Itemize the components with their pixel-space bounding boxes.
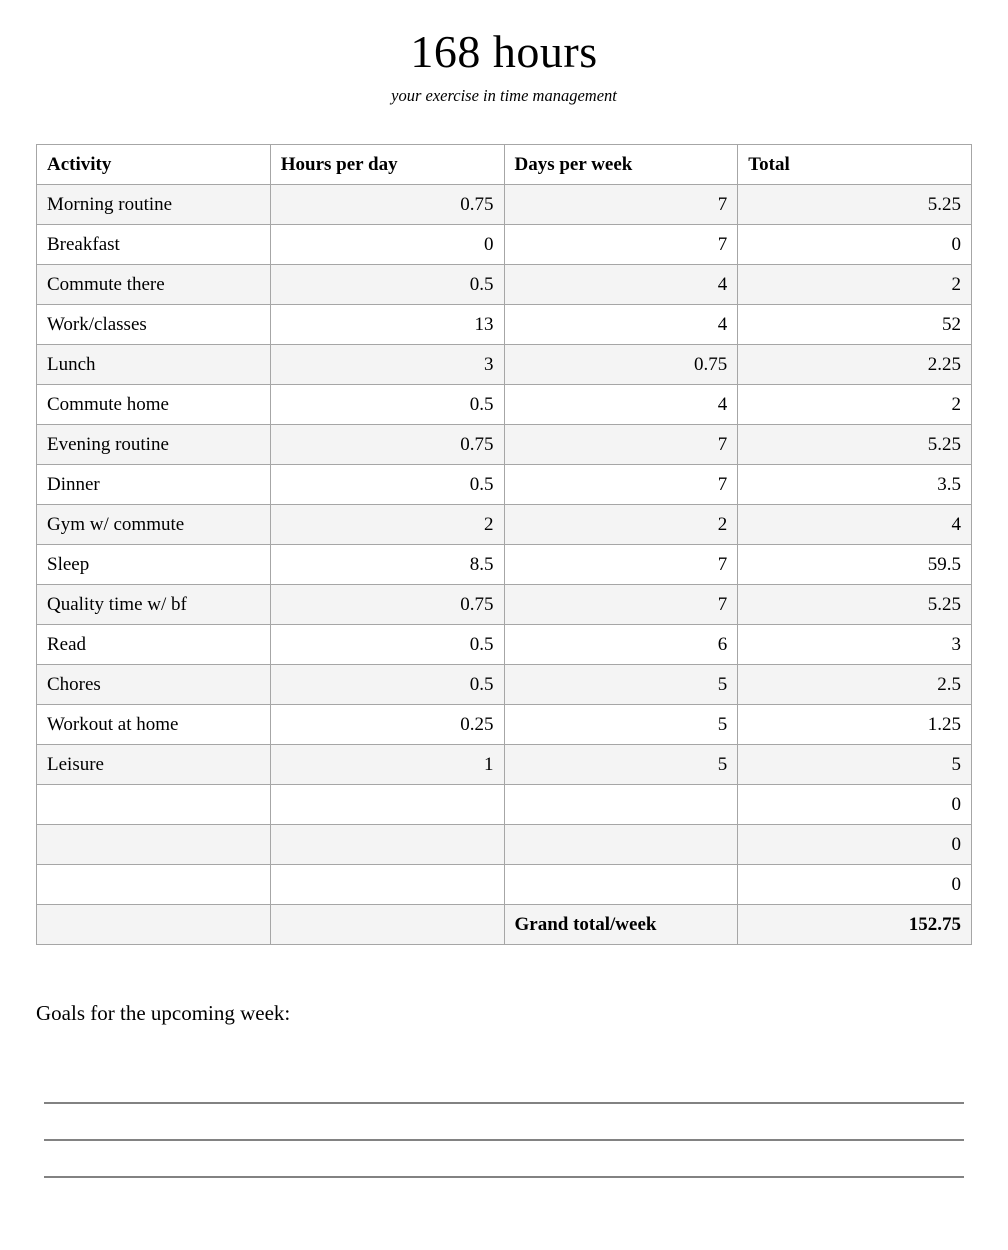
cell-total: 0	[738, 224, 972, 264]
table-row	[37, 224, 972, 264]
cell-activity	[37, 824, 271, 864]
cell-activity: Morning routine	[37, 184, 271, 224]
table-header	[37, 144, 972, 184]
cell-days-per-week: 7	[504, 584, 738, 624]
table-row	[37, 784, 972, 824]
cell-total: 0	[738, 824, 972, 864]
table-row	[37, 384, 972, 424]
writing-line	[44, 1176, 964, 1178]
cell-hours-per-day: 0.75	[270, 584, 504, 624]
cell-total: 1.25	[738, 704, 972, 744]
table-row	[37, 864, 972, 904]
cell-hours-per-day: 0	[270, 224, 504, 264]
cell-hours-per-day: 13	[270, 304, 504, 344]
cell-days-per-week: 7	[504, 424, 738, 464]
cell-total: 4	[738, 504, 972, 544]
cell-total: 2	[738, 384, 972, 424]
goals-writing-area	[0, 1102, 1008, 1178]
cell-days-per-week	[504, 824, 738, 864]
cell-days-per-week: 7	[504, 544, 738, 584]
cell-hours-per-day: 0.5	[270, 384, 504, 424]
cell-total: 5.25	[738, 424, 972, 464]
cell-total: 59.5	[738, 544, 972, 584]
cell-activity: Leisure	[37, 744, 271, 784]
cell-footer-hours-empty	[270, 904, 504, 944]
column-header-total: Total	[738, 144, 972, 184]
cell-activity	[37, 864, 271, 904]
grand-total-label: Grand total/week	[504, 904, 738, 944]
cell-total: 2	[738, 264, 972, 304]
cell-days-per-week: 4	[504, 264, 738, 304]
cell-days-per-week: 5	[504, 664, 738, 704]
cell-days-per-week	[504, 864, 738, 904]
cell-footer-activity-empty	[37, 904, 271, 944]
cell-days-per-week: 6	[504, 624, 738, 664]
table-row	[37, 664, 972, 704]
table-row	[37, 624, 972, 664]
cell-hours-per-day: 0.25	[270, 704, 504, 744]
goals-heading: Goals for the upcoming week:	[36, 1000, 291, 1025]
cell-activity: Sleep	[37, 544, 271, 584]
cell-activity	[37, 784, 271, 824]
cell-activity: Lunch	[37, 344, 271, 384]
cell-activity: Read	[37, 624, 271, 664]
table-body	[37, 184, 972, 904]
grand-total-value: 152.75	[738, 904, 972, 944]
cell-hours-per-day	[270, 864, 504, 904]
cell-total: 2.5	[738, 664, 972, 704]
cell-hours-per-day: 0.75	[270, 424, 504, 464]
cell-hours-per-day	[270, 784, 504, 824]
grand-total-row	[37, 904, 972, 944]
column-header-hours-per-day: Hours per day	[270, 144, 504, 184]
cell-activity: Quality time w/ bf	[37, 584, 271, 624]
table-row	[37, 424, 972, 464]
cell-total: 0	[738, 784, 972, 824]
cell-activity: Chores	[37, 664, 271, 704]
cell-hours-per-day: 1	[270, 744, 504, 784]
table-row	[37, 544, 972, 584]
cell-hours-per-day: 0.5	[270, 464, 504, 504]
page-subtitle: your exercise in time management	[391, 85, 617, 105]
cell-activity: Breakfast	[37, 224, 271, 264]
table-row	[37, 584, 972, 624]
cell-hours-per-day: 2	[270, 504, 504, 544]
cell-activity: Evening routine	[37, 424, 271, 464]
cell-days-per-week: 7	[504, 184, 738, 224]
writing-line	[44, 1102, 964, 1104]
table-footer	[37, 904, 972, 944]
cell-days-per-week: 2	[504, 504, 738, 544]
cell-activity: Commute there	[37, 264, 271, 304]
table-row	[37, 184, 972, 224]
cell-activity: Gym w/ commute	[37, 504, 271, 544]
cell-total: 0	[738, 864, 972, 904]
cell-total: 5	[738, 744, 972, 784]
table-row	[37, 344, 972, 384]
cell-hours-per-day: 3	[270, 344, 504, 384]
cell-days-per-week: 0.75	[504, 344, 738, 384]
cell-hours-per-day: 0.5	[270, 664, 504, 704]
cell-total: 52	[738, 304, 972, 344]
cell-activity: Workout at home	[37, 704, 271, 744]
cell-activity: Work/classes	[37, 304, 271, 344]
cell-days-per-week: 7	[504, 224, 738, 264]
writing-line	[44, 1139, 964, 1141]
cell-total: 5.25	[738, 184, 972, 224]
cell-hours-per-day: 0.75	[270, 184, 504, 224]
cell-days-per-week: 4	[504, 304, 738, 344]
column-header-activity: Activity	[37, 144, 271, 184]
cell-hours-per-day: 0.5	[270, 624, 504, 664]
cell-days-per-week	[504, 784, 738, 824]
column-header-days-per-week: Days per week	[504, 144, 738, 184]
cell-activity: Commute home	[37, 384, 271, 424]
cell-total: 3	[738, 624, 972, 664]
cell-hours-per-day: 0.5	[270, 264, 504, 304]
table-row	[37, 744, 972, 784]
cell-hours-per-day: 8.5	[270, 544, 504, 584]
table-row	[37, 304, 972, 344]
table-row	[37, 264, 972, 304]
header-row	[37, 144, 972, 184]
table-row	[37, 704, 972, 744]
time-management-table	[36, 144, 972, 945]
page-title: 168 hours	[410, 26, 598, 77]
cell-days-per-week: 5	[504, 744, 738, 784]
cell-total: 3.5	[738, 464, 972, 504]
table-row	[37, 464, 972, 504]
cell-activity: Dinner	[37, 464, 271, 504]
cell-total: 2.25	[738, 344, 972, 384]
cell-hours-per-day	[270, 824, 504, 864]
table-row	[37, 824, 972, 864]
cell-days-per-week: 7	[504, 464, 738, 504]
cell-total: 5.25	[738, 584, 972, 624]
cell-days-per-week: 5	[504, 704, 738, 744]
table-row	[37, 504, 972, 544]
cell-days-per-week: 4	[504, 384, 738, 424]
